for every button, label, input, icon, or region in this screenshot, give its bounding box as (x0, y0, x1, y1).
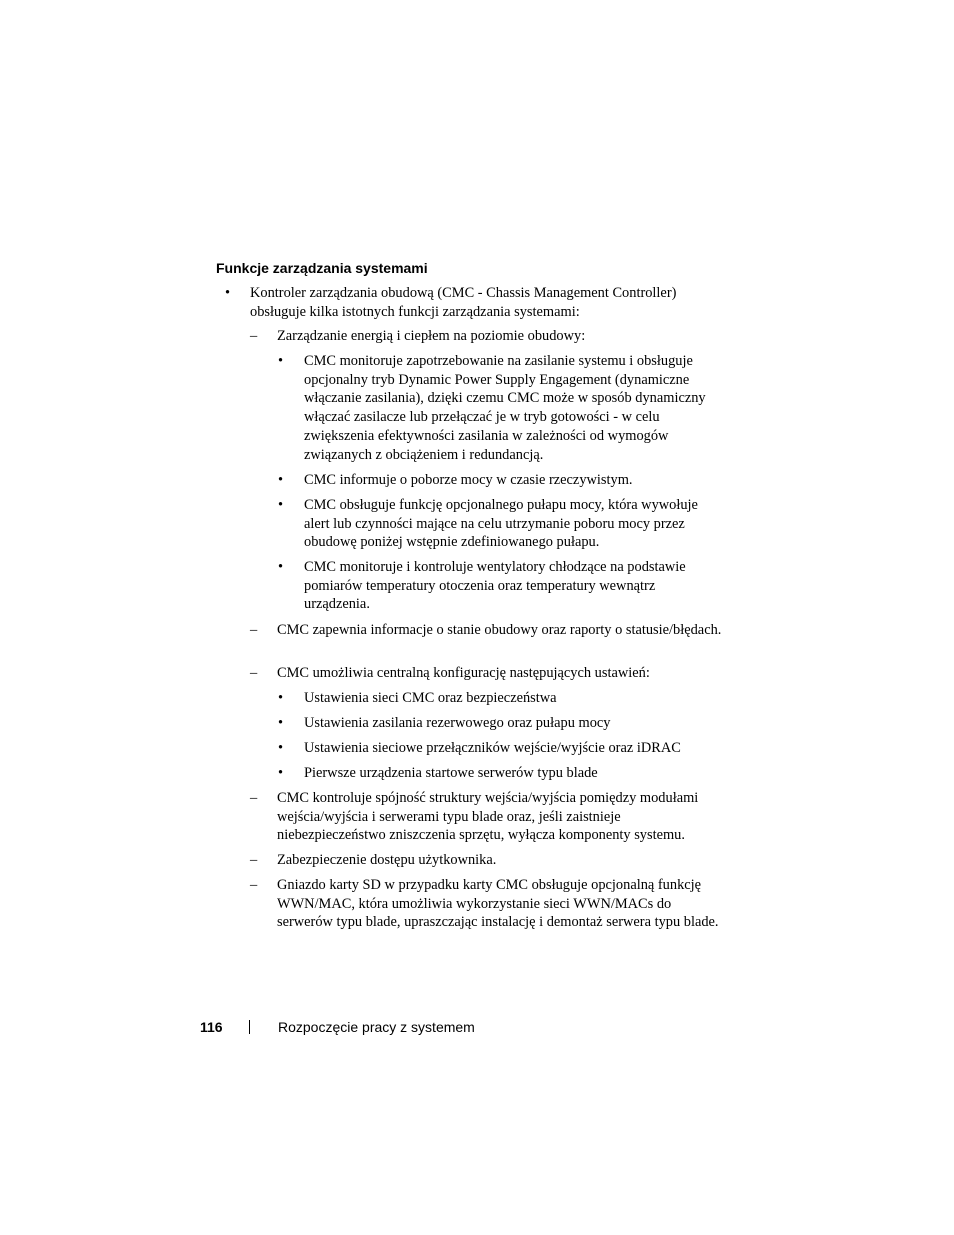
list-item (278, 558, 724, 614)
dash-marker: – (250, 852, 258, 868)
list-item (250, 327, 722, 346)
page-number: 116 (200, 1019, 223, 1035)
bullet-marker: • (278, 472, 284, 488)
bullet-marker: • (278, 715, 284, 731)
footer-separator (249, 1020, 250, 1034)
section-heading: Funkcje zarządzania systemami (216, 260, 428, 276)
dash-marker: – (250, 665, 258, 681)
bullet-marker: • (278, 559, 284, 575)
list-item (278, 689, 724, 708)
list-item (225, 284, 720, 321)
list-item (278, 714, 724, 733)
list-item (278, 471, 724, 490)
list-item (278, 352, 724, 464)
list-item (250, 664, 722, 683)
bullet-marker: • (278, 765, 284, 781)
list-item (250, 789, 722, 845)
list-item (278, 739, 724, 758)
dash-marker: – (250, 790, 258, 806)
list-item-text: CMC informuje o poborze mocy w czasie rzeczywistym. (304, 472, 633, 488)
list-item-text: Zarządzanie energią i ciepłem na poziomie obudowy: (277, 328, 586, 344)
list-item (278, 764, 724, 783)
list-item-text: CMC zapewnia informacje o stanie obudowy oraz raporty o statusie/błędach. (277, 622, 722, 638)
list-item-text: CMC kontroluje spójność struktury wejścia/wyjścia pomiędzy modułami wejścia/wyjścia i serwerami typu blade oraz, jeśli zaistnieje niebezpieczeństwo zniszczenia sprzętu, wyłącza komponenty systemu. (277, 790, 699, 844)
list-item-text: Ustawienia zasilania rezerwowego oraz pułapu mocy (304, 715, 611, 731)
bullet-marker: • (278, 353, 284, 369)
list-item-text: CMC monitoruje i kontroluje wentylatory chłodzące na podstawie pomiarów temperatury otoczenia oraz temperatury wewnątrz urządzenia. (304, 559, 686, 613)
dash-marker: – (250, 622, 258, 638)
list-item-text: Pierwsze urządzenia startowe serwerów typu blade (304, 765, 598, 781)
list-item (250, 851, 722, 870)
list-item-text: Gniazdo karty SD w przypadku karty CMC obsługuje opcjonalną funkcję WWN/MAC, która umożliwia wykorzystanie sieci WWN/MACs do serwerów typu blade, upraszczając instalację i demontaż serwera typu blade. (277, 877, 719, 931)
list-item-text: Ustawienia sieciowe przełączników wejście/wyjście oraz iDRAC (304, 740, 681, 756)
bullet-marker: • (278, 690, 284, 706)
list-item-text: Zabezpieczenie dostępu użytkownika. (277, 852, 497, 868)
bullet-marker: • (278, 497, 284, 513)
list-item (250, 621, 722, 640)
bullet-marker: • (278, 740, 284, 756)
dash-marker: – (250, 877, 258, 893)
bullet-marker: • (225, 285, 231, 301)
list-item-text: Kontroler zarządzania obudową (CMC - Chassis Management Controller) obsługuje kilka istotnych funkcji zarządzania systemami: (250, 285, 677, 320)
dash-marker: – (250, 328, 258, 344)
list-item-text: CMC monitoruje zapotrzebowanie na zasilanie systemu i obsługuje opcjonalny tryb Dynamic Power Supply Engagement (dynamiczne włączanie zasilania), dzięki czemu CMC może w sposób dynamiczny włączać zasilacze lub przełączać je w tryb gotowości - w celu zwiększenia efektywności zasilania w zależności od wymogów związanych z obciążeniem i redundancją. (304, 353, 706, 463)
list-item-text: CMC umożliwia centralną konfigurację następujących ustawień: (277, 665, 650, 681)
list-item-text: Ustawienia sieci CMC oraz bezpieczeństwa (304, 690, 557, 706)
list-item-text: CMC obsługuje funkcję opcjonalnego pułapu mocy, która wywołuje alert lub czynności mające na celu utrzymanie poboru mocy przez obudowę poniżej wstępnie zdefiniowanego pułapu. (304, 497, 698, 551)
list-item (278, 496, 724, 552)
list-item (250, 876, 722, 932)
footer-section-title: Rozpoczęcie pracy z systemem (278, 1019, 475, 1035)
